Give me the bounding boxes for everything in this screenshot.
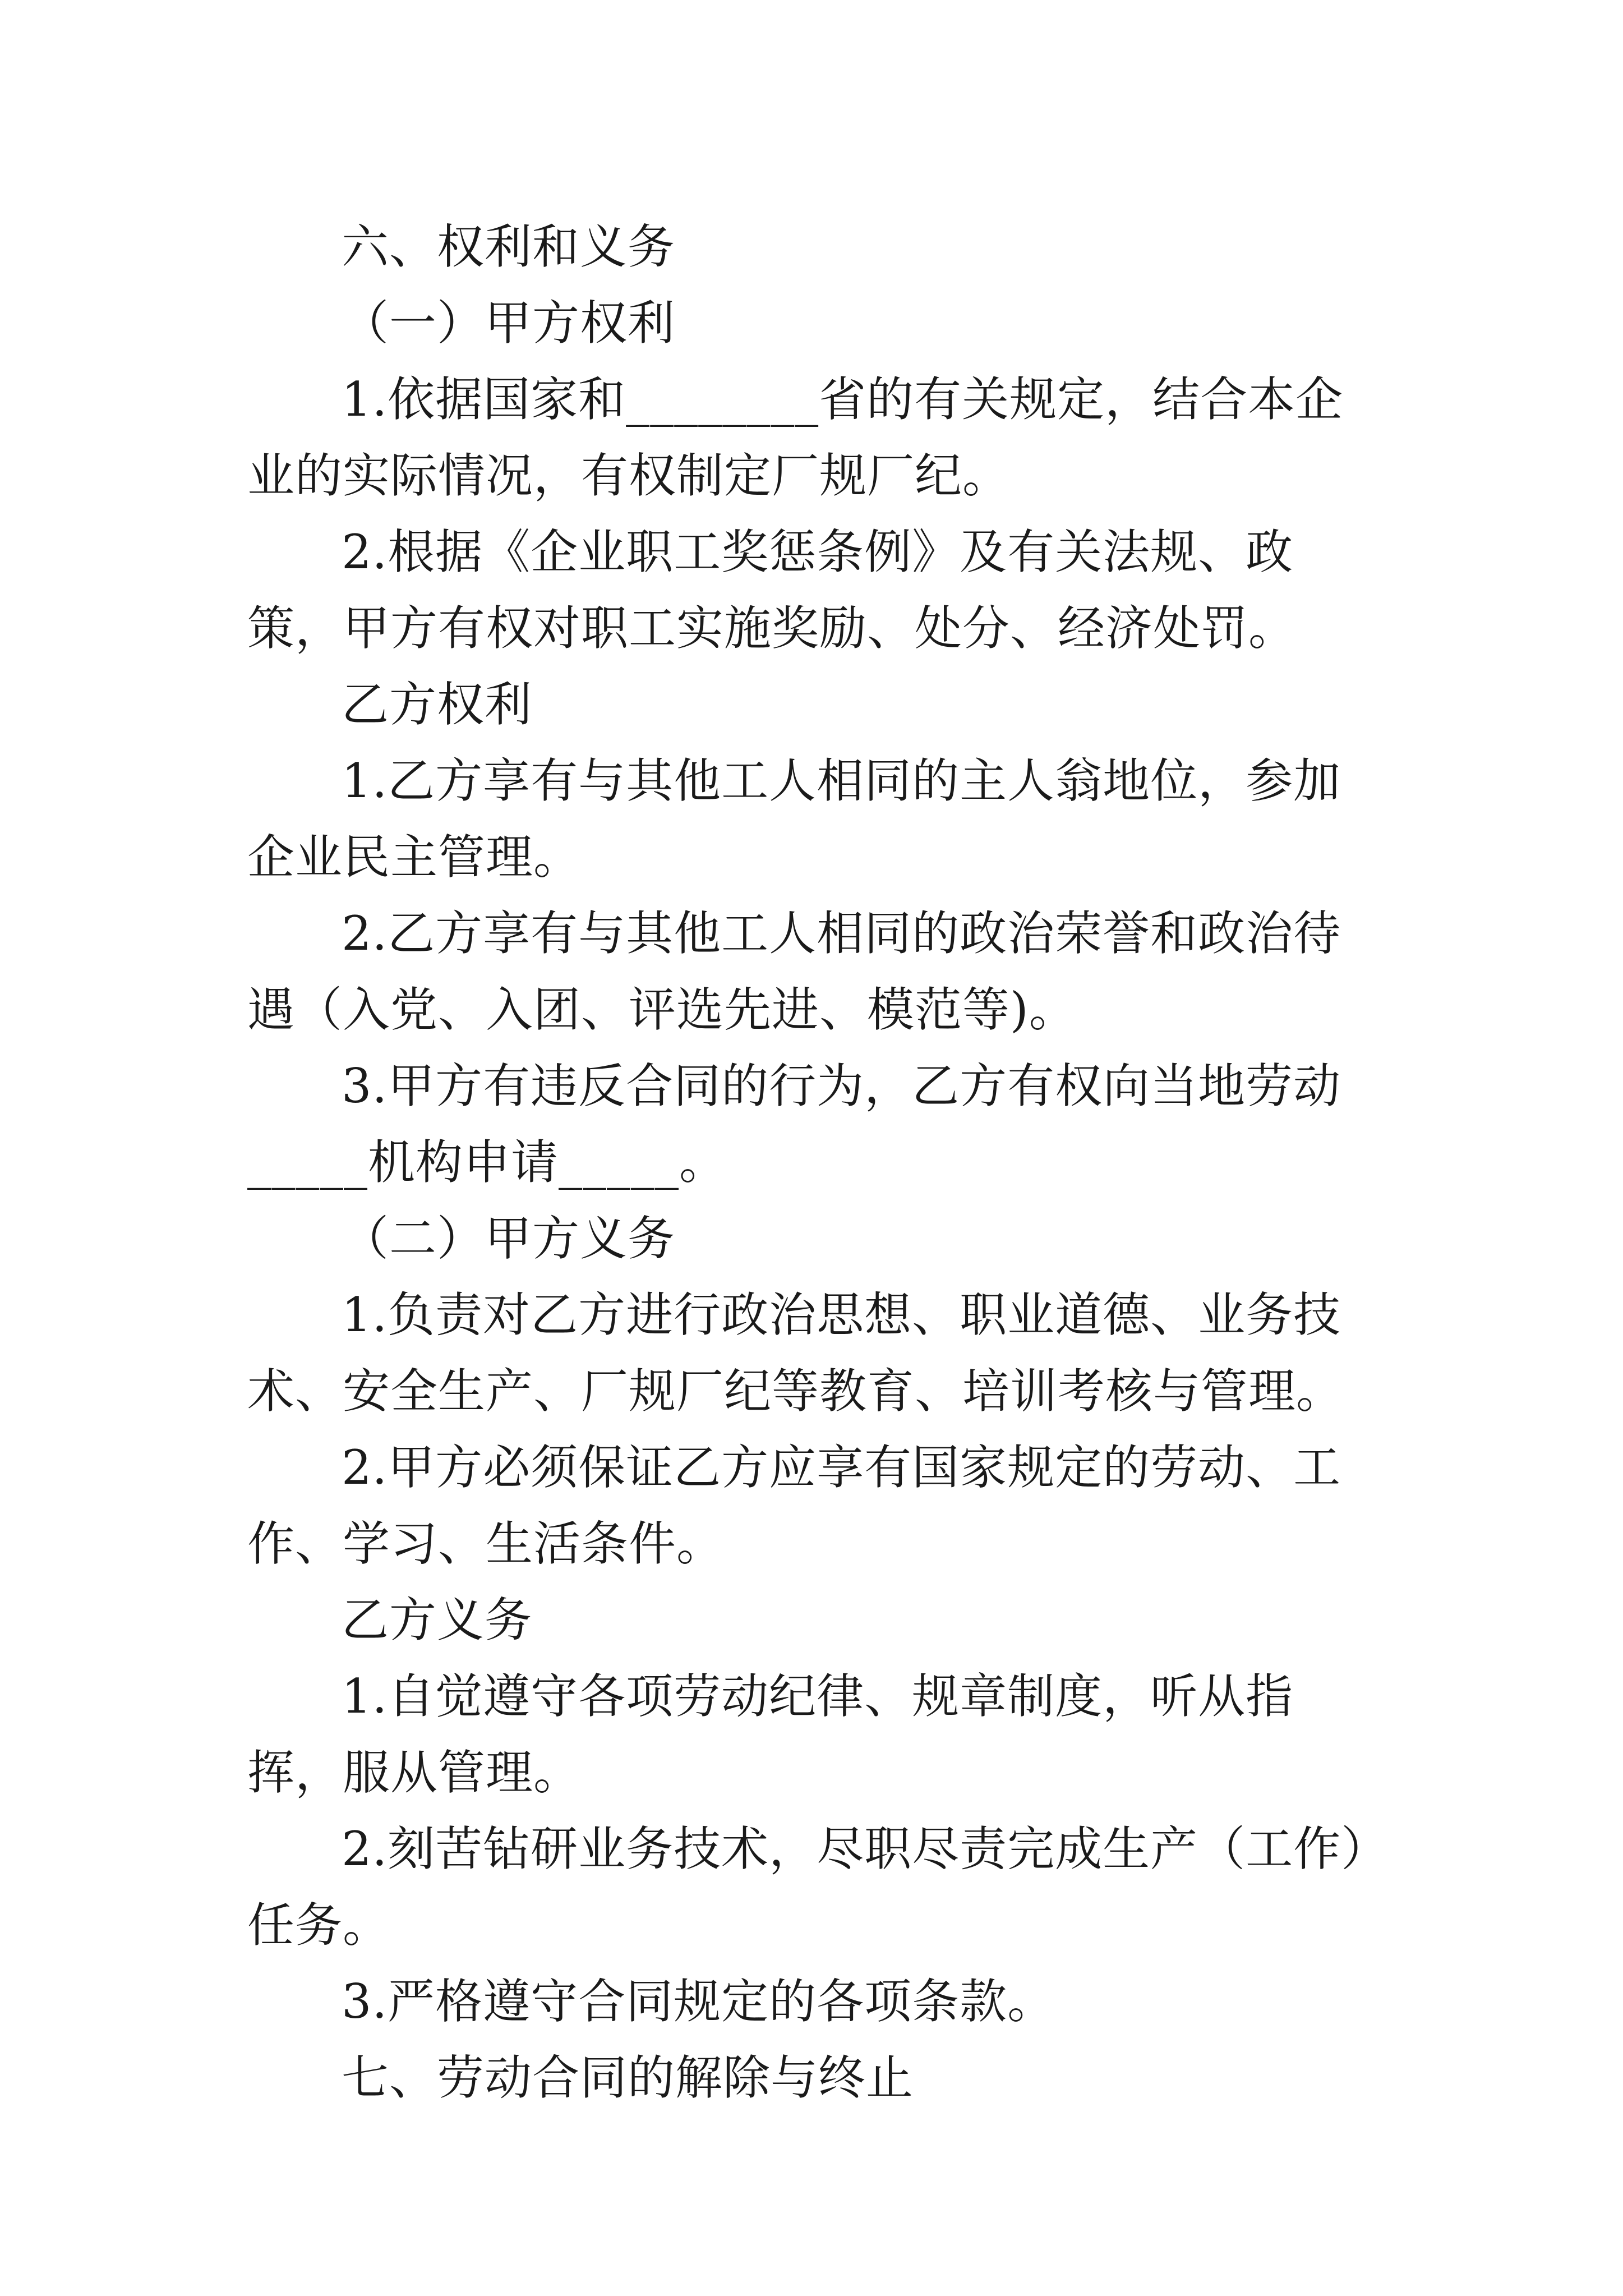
subheading-party-a-rights: （一）甲方权利 [342,296,676,351]
paragraph-b-duties-3: 3.严格遵守合同规定的各项条款。 [342,1974,1055,2029]
subheading-party-a-duties: （二）甲方义务 [342,1211,676,1266]
paragraph-b-rights-2: 2.乙方享有与其他工人相同的政治荣誉和政治待遇（入党、入团、评选先进、模范等)。 [247,906,1341,1037]
section-heading-termination: 七、劳动合同的解除与终止 [342,2050,914,2105]
paragraph-a-rights-2: 2.根据《企业职工奖惩条例》及有关法规、政策，甲方有权对职工实施奖励、处分、经济处罚。 [247,524,1297,656]
paragraph-b-duties-1: 1.自觉遵守各项劳动纪律、规章制度，听从指挥，服从管理。 [247,1669,1294,1800]
paragraph-b-rights-3: 3.甲方有违反合同的行为，乙方有权向当地劳动_____机构申请_____。 [247,1059,1341,1190]
paragraph-a-duties-2: 2.甲方必须保证乙方应享有国家规定的劳动、工作、学习、生活条件。 [247,1440,1341,1571]
paragraph-a-rights-1: 1.依据国家和________省的有关规定，结合本企业的实际情况，有权制定厂规厂纪。 [247,372,1344,503]
paragraph-b-rights-1: 1.乙方享有与其他工人相同的主人翁地位，参加企业民主管理。 [247,753,1341,885]
section-heading-rights-duties: 六、权利和义务 [342,219,676,274]
paragraph-a-duties-1: 1.负责对乙方进行政治思想、职业道德、业务技术、安全生产、厂规厂纪等教育、培训考核与管理。 [247,1287,1344,1419]
document-body [247,209,1380,2116]
subheading-party-b-duties: 乙方义务 [342,1593,533,1648]
paragraph-b-duties-2: 2.刻苦钻研业务技术，尽职尽责完成生产（工作）任务。 [247,1821,1366,1953]
subheading-party-b-rights: 乙方权利 [342,677,533,732]
